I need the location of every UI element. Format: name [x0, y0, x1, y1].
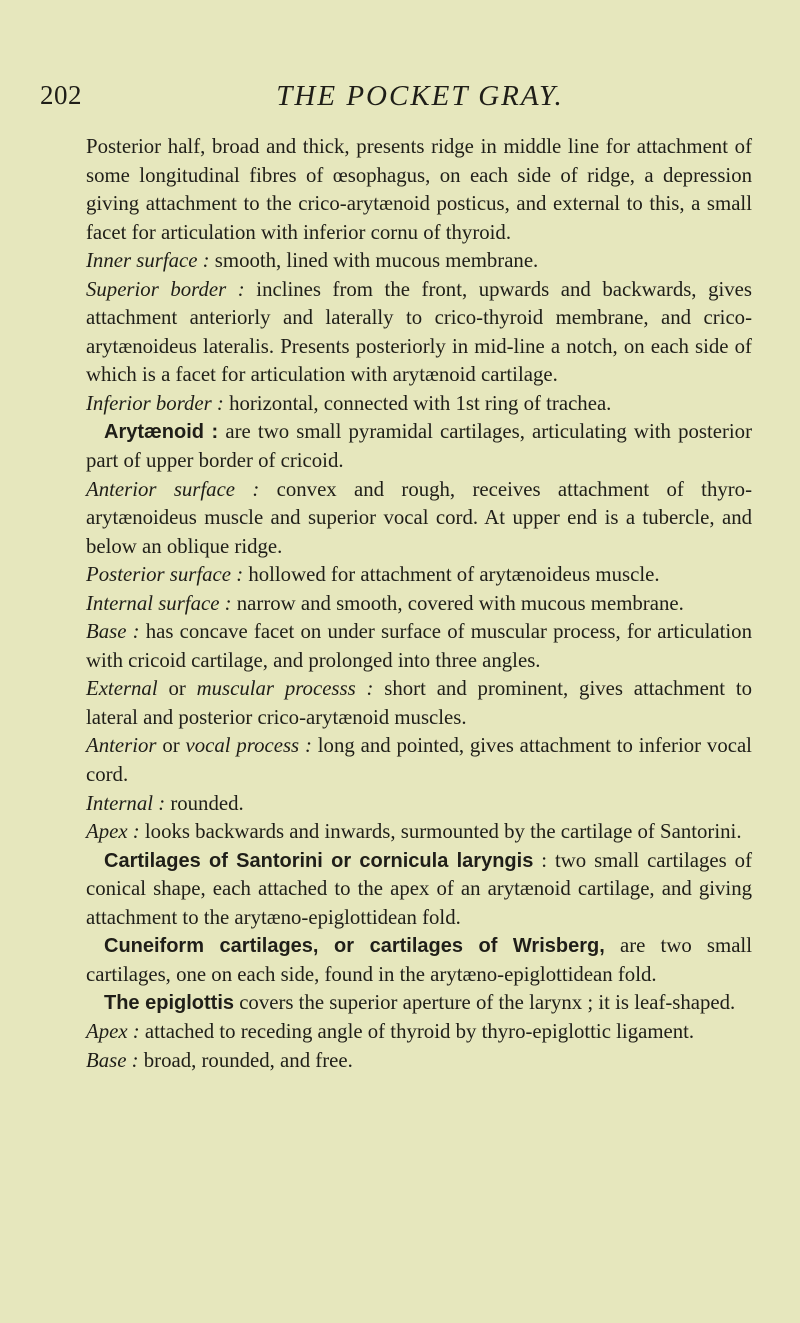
paragraph	[86, 847, 752, 933]
subheading: Posterior surface :	[86, 563, 244, 587]
body-text-run: or	[156, 734, 186, 758]
paragraph	[86, 418, 752, 475]
body-text-run: broad, rounded, and free.	[138, 1048, 353, 1072]
body-text-run: or	[157, 677, 197, 701]
subheading: Inferior border :	[86, 391, 224, 415]
paragraph	[86, 1018, 752, 1047]
body-text-run: covers the superior aperture of the larynx ; it is leaf-shaped.	[234, 991, 736, 1015]
body-text-run: has concave facet on under surface of muscular process, for articulation with cricoid cartilage, and prolonged into three angles.	[86, 620, 752, 672]
body-text	[86, 133, 752, 1075]
paragraph	[86, 247, 752, 276]
paragraph	[86, 732, 752, 789]
body-text-run: hollowed for attachment of arytænoideus muscle.	[243, 563, 660, 587]
section-heading: Cuneiform cartilages, or cartilages of Wrisberg,	[104, 935, 605, 958]
subheading: Apex :	[86, 1019, 140, 1043]
running-header	[40, 80, 740, 120]
body-text-run: short and prominent, gives attachment to lateral and posterior crico-arytænoid muscles.	[86, 677, 752, 729]
section-heading: The epiglottis	[104, 992, 234, 1015]
body-text-run: smooth, lined with mucous membrane.	[209, 249, 539, 273]
subheading: Internal :	[86, 791, 166, 815]
paragraph	[86, 276, 752, 390]
subheading: Base :	[86, 1048, 139, 1072]
body-text-run: are two small pyramidal cartilages, articulating with posterior part of upper border of cricoid.	[86, 420, 753, 473]
subheading: vocal process :	[185, 734, 312, 758]
subheading: Superior border :	[86, 277, 245, 301]
paragraph	[86, 133, 752, 247]
body-text-run: long and pointed, gives attachment to inferior vocal cord.	[86, 734, 752, 787]
body-text-run: inclines from the front, upwards and backwards, gives attachment anteriorly and laterally to crico-thyroid membrane, and crico-arytænoideus lateralis. Presents posteriorly in mid-line a notch, on each side of which is a facet for articulation with arytænoid cartilage.	[86, 277, 752, 387]
running-title: THE POCKET GRAY.	[276, 80, 564, 112]
paragraph	[86, 590, 752, 619]
paragraph	[86, 818, 752, 847]
paragraph	[86, 618, 752, 675]
body-text-run: horizontal, connected with 1st ring of trachea.	[223, 391, 612, 415]
paragraph	[86, 932, 752, 989]
body-text-run: : two small cartilages of conical shape, each attached to the apex of an arytænoid cartilage, and giving attachment to the arytæno-epiglottidean fold.	[86, 848, 752, 929]
subheading: Anterior surface :	[86, 477, 260, 501]
subheading: Base :	[86, 620, 140, 644]
subheading: Internal surface :	[86, 591, 232, 615]
paragraph	[86, 675, 752, 732]
subheading: Apex :	[86, 820, 140, 844]
paragraph	[86, 989, 752, 1018]
paragraph	[86, 790, 752, 819]
page-number: 202	[40, 80, 82, 110]
section-heading: Cartilages of Santorini or cornicula laryngis	[104, 849, 534, 872]
subheading: muscular processs :	[196, 677, 374, 701]
subheading: External	[86, 677, 158, 701]
body-text-run: attached to receding angle of thyroid by thyro-epiglottic ligament.	[139, 1019, 695, 1043]
paragraph	[86, 1047, 752, 1076]
subheading: Anterior	[86, 734, 157, 758]
body-text-run: are two small cartilages, one on each side, found in the arytæno-epiglottidean fold.	[86, 934, 752, 986]
body-text-run: Posterior half, broad and thick, presents ridge in middle line for attachment of some longitudinal fibres of œsophagus, on each side of ridge, a depression giving attachment to the crico-arytænoid posticus, and external to this, a small facet for articulation with inferior cornu of thyroid.	[86, 135, 752, 244]
paragraph	[86, 561, 752, 590]
subheading: Inner surface :	[86, 249, 210, 273]
paragraph	[86, 390, 752, 419]
section-heading: Arytænoid :	[104, 421, 219, 444]
body-text-run: looks backwards and inwards, surmounted by the cartilage of Santorini.	[139, 820, 742, 844]
paragraph	[86, 476, 752, 562]
body-text-run: narrow and smooth, covered with mucous membrane.	[231, 591, 684, 615]
body-text-run: convex and rough, receives attachment of thyro-arytænoideus muscle and superior vocal cord. At upper end is a tubercle, and below an oblique ridge.	[86, 477, 752, 558]
body-text-run: rounded.	[165, 791, 244, 815]
